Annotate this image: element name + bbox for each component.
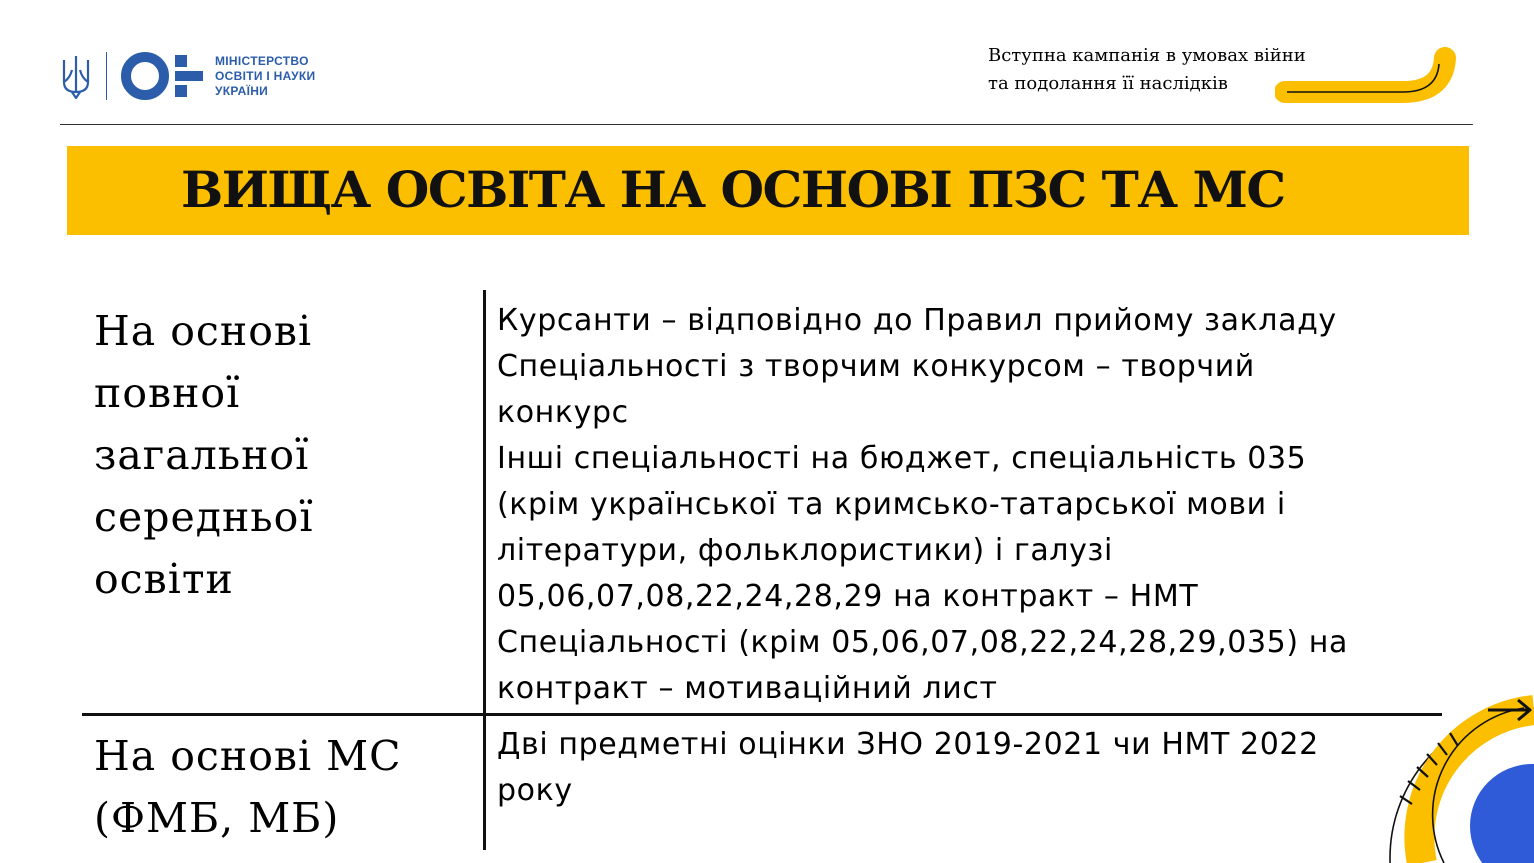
category-line: (ФМБ, МБ) — [94, 794, 340, 842]
category-line: освіти — [94, 555, 234, 603]
row-2-category — [94, 725, 401, 849]
trident-icon — [60, 52, 92, 100]
campaign-line: Вступна кампанія в умовах війни — [988, 45, 1306, 66]
category-line: На основі — [94, 307, 313, 355]
requirement-line: Дві предметні оцінки ЗНО 2019-2021 чи НМТ 2022 — [497, 727, 1319, 762]
row-2-requirements — [497, 722, 1319, 814]
ministry-line: УКРАЇНИ — [215, 83, 269, 98]
requirement-line: Спеціальності (крім 05,06,07,08,22,24,28,29,035) на — [497, 625, 1348, 660]
category-line: На основі МС — [94, 732, 402, 780]
requirement-line: контракт – мотиваційний лист — [497, 671, 998, 706]
ministry-name — [215, 54, 315, 99]
category-line: середньої — [94, 493, 314, 541]
requirement-line: літератури, фольклористики) і галузі — [497, 533, 1113, 568]
mon-logo-icon — [121, 51, 203, 101]
progress-arrow-icon — [1360, 668, 1534, 863]
requirement-line: (крім української та кримсько-татарської мови і — [497, 487, 1286, 522]
requirement-line: Курсанти – відповідно до Правил прийому закладу — [497, 303, 1337, 338]
ministry-line: МІНІСТЕРСТВО — [215, 53, 309, 68]
table-column-divider — [483, 290, 486, 850]
page-title: ВИЩА ОСВІТА НА ОСНОВІ ПЗС ТА МС — [181, 160, 1285, 219]
yellow-swoosh-icon — [1275, 44, 1465, 110]
requirement-line: Інші спеціальності на бюджет, спеціальність 035 — [497, 441, 1307, 476]
table-row-divider — [82, 713, 1442, 716]
logo-divider — [106, 52, 107, 100]
title-band — [67, 146, 1469, 235]
ministry-logo — [60, 50, 315, 102]
category-line: повної — [94, 369, 241, 417]
row-1-category — [94, 300, 313, 610]
row-1-requirements — [497, 298, 1348, 712]
campaign-caption — [988, 42, 1306, 98]
category-line: загальної — [94, 431, 310, 479]
requirement-line: 05,06,07,08,22,24,28,29 на контракт – НМТ — [497, 579, 1199, 614]
requirement-line: Спеціальності з творчим конкурсом – творчий — [497, 349, 1255, 384]
ministry-line: ОСВІТИ І НАУКИ — [215, 68, 316, 83]
campaign-line: та подолання її наслідків — [988, 73, 1228, 94]
requirement-line: конкурс — [497, 395, 629, 430]
header-divider — [60, 124, 1473, 125]
requirement-line: року — [497, 773, 573, 808]
